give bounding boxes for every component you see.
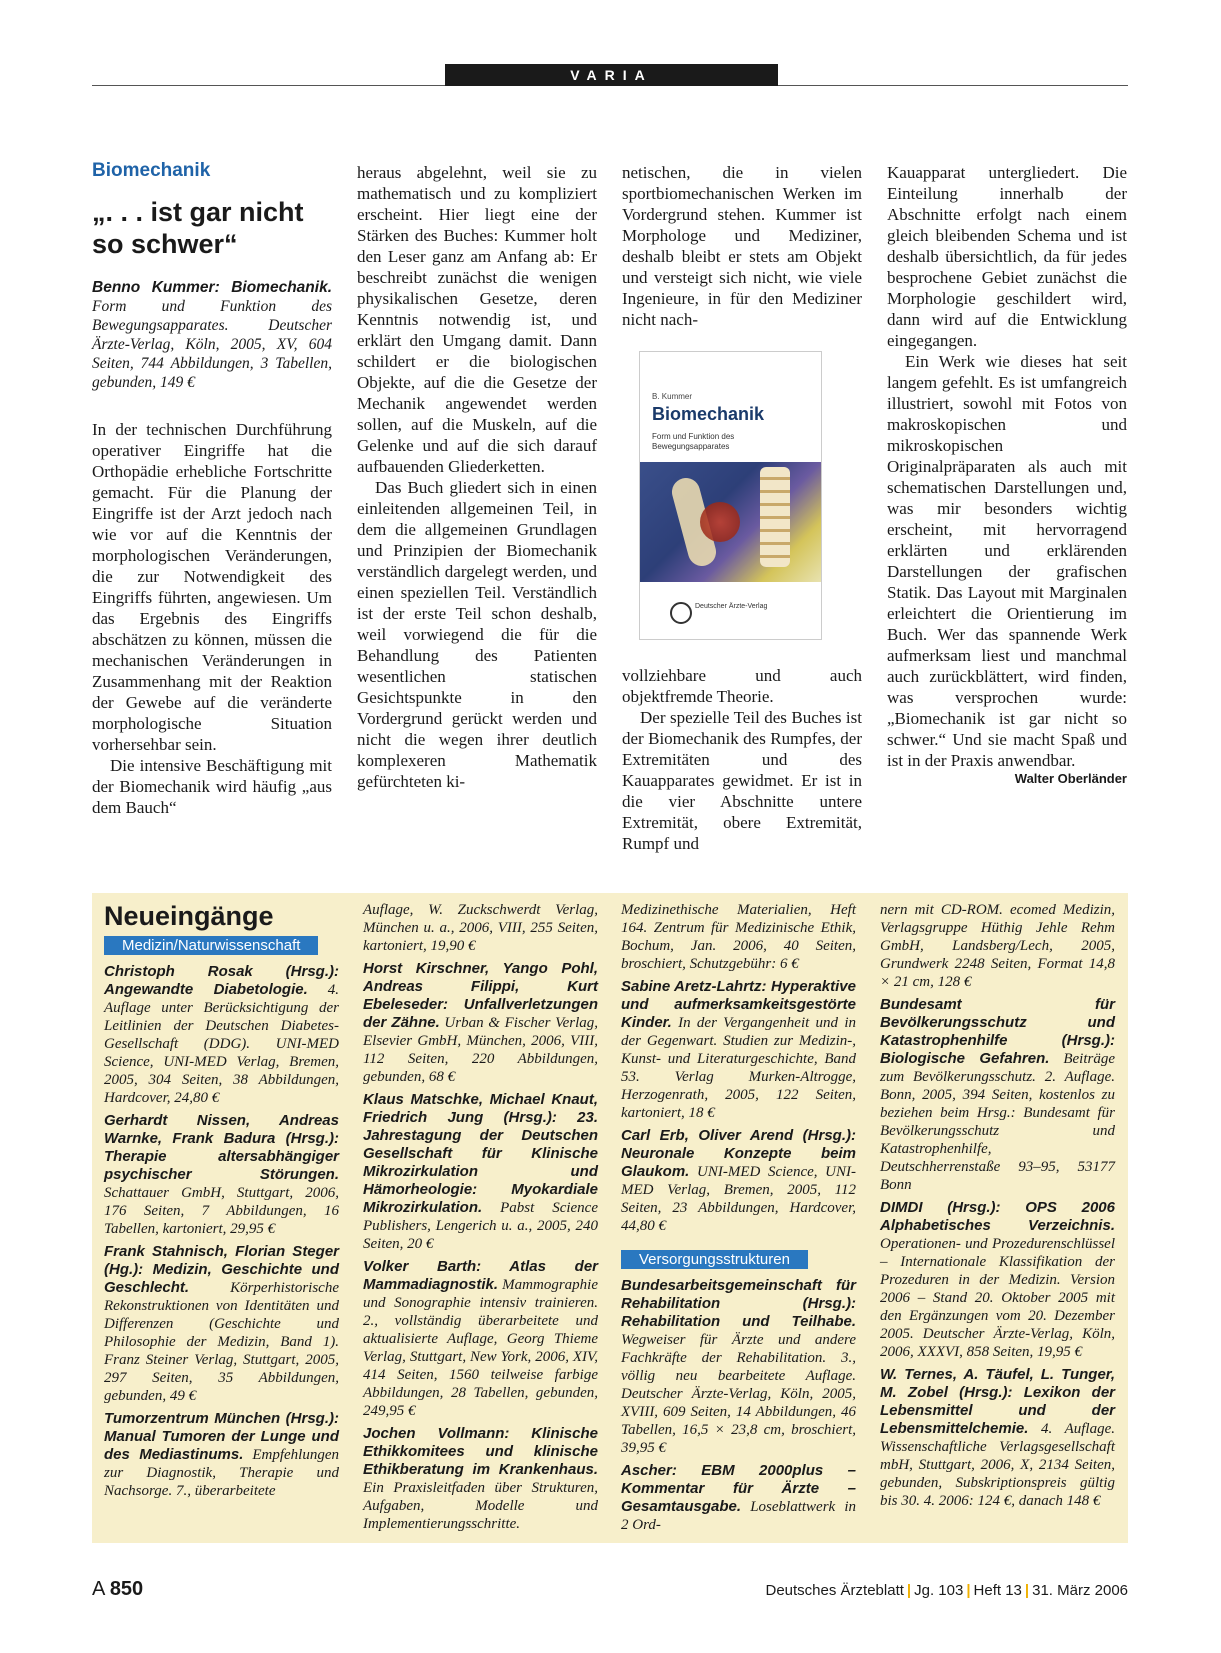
article-paragraph: vollziehbare und auch objektfremde Theorie. [622,666,862,706]
article-author-signature: Walter Oberländer [1014,771,1127,786]
list-item: Horst Kirschner, Yango Pohl, Andreas Filippi, Kurt Ebeleseder: Unfallverletzungen der Zähne. Urban & Fischer Verlag, Elsevier GmbH, München, 2006, VIII, 112 Seiten, 220 Abbildungen, gebunden, 68 € [363,960,598,1085]
list-item: Frank Stahnisch, Florian Steger (Hg.): Medizin, Geschichte und Geschlecht. Körperhistorische Rekonstruktionen von Identitäten und Differenzen (Geschichte und Philosophie der Medizin, Band 1). Franz Steiner Verlag, Stuttgart, 2005, 297 Seiten, 35 Abbildungen, gebunden, 49 € [104,1243,339,1404]
list-item-continued: nern mit CD-ROM. ecomed Medizin, Verlagsgruppe Hüthig Jehle Rehm GmbH, Landsberg/Lech, 2005, Grundwerk 2248 Seiten, Format 14,8 × 21 cm, 128 € [880,902,1115,990]
article-paragraph: Das Buch gliedert sich in einen einleitenden allgemeinen Teil, in dem die allgemeinen Grundlagen und Prinzipien der Biomechanik verständlich dargelegt werden, und einen speziellen Teil. Verständlich ist der erste Teil schon deshalb, weil vorwiegend die für die Behandlung des Patienten wesentlichen statischen Gesichtspunkte in den Vordergrund gerückt werden und nicht die wegen ihrer deutlich komplexeren Mathematik gefürchteten ki- [357,478,597,791]
article-paragraph: Kauapparat untergliedert. Die Einteilung innerhalb der Abschnitte erfolgt nach einem gleich bleibenden Schema und ist deshalb übersichtlich, da für jedes besprochene Gebiet zunächst die Morphologie geschildert wird, dann wird auf die Entwicklung eingegangen. [887,163,1127,350]
article-column-4 [887,162,1127,786]
article-column-1 [92,160,332,818]
list-item: Jochen Vollmann: Klinische Ethikkomitees und klinische Ethikberatung im Krankenhaus. Ein Praxisleitfaden über Strukturen, Aufgaben, Modelle und Implementierungsschritte. [363,1425,598,1532]
list-item-continued: Medizinethische Materialien, Heft 164. Zentrum für Medizinische Ethik, Bochum, Jan. 2006, 40 Seiten, broschiert, Schutzgebühr: 6 € [621,902,856,972]
book-author-title: Benno Kummer: Biomechanik. [92,279,332,296]
category-label: Versorgungsstrukturen [621,1250,808,1269]
joint-graphic [700,502,740,542]
section-label: VARIA [445,64,778,86]
journal-name: Deutsches Ärzteblatt [765,1582,904,1599]
list-item: DIMDI (Hrsg.): OPS 2006 Alphabetisches Verzeichnis. Operationen- und Prozedurenschlüssel – Internationale Klassifikation der Prozeduren in der Medizin. Version 2006 – Stand 20. Oktober 2005 mit den Ergänzungen vom 20. Dezember 2005. Deutscher Ärzte-Verlag, Köln, 2006, XXXVI, 858 Seiten, 19,95 € [880,1199,1115,1360]
issue-date: 31. März 2006 [1032,1582,1128,1599]
publisher-logo-icon [670,602,692,624]
book-cover-image [640,352,821,639]
article-paragraph: netischen, die in vielen sportbiomechanischen Werken im Vordergrund stehen. Kummer ist Morphologe und Mediziner, deshalb bleibt er stets am Objekt und versteigt sich nicht, wie viele Ingenieure, in für den Mediziner nicht nach- [622,163,862,329]
list-item: Gerhardt Nissen, Andreas Warnke, Frank Badura (Hrsg.): Therapie altersabhängiger psychischer Störungen. Schattauer GmbH, Stuttgart, 2006, 176 Seiten, 7 Abbildungen, 16 Tabellen, kartoniert, 29,95 € [104,1112,339,1237]
article-paragraph: heraus abgelehnt, weil sie zu mathematisch und zu kompliziert erscheint. Hier liegt eine der Stärken des Buches: Kummer holt den Leser ganz am Anfang ab: Er beschreibt zunächst die wenigen physikalischen Gesetze, deren Kenntnis notwendig ist, und erklärt den Umgang damit. Dann schildert er die biologischen Objekte, auf die die Gesetze der Mechanik angewendet werden sollen, auf die Muskeln, auf die Gelenke und auf die sich darauf aufbauenden Gliederketten. [357,163,597,476]
list-item: Sabine Aretz-Lahrtz: Hyperaktive und aufmerksamkeitsgestörte Kinder. In der Vergangenheit und in der Gegenwart. Studien zur Medizin-, Kunst- und Literaturgeschichte, Band 53. Verlag Murken-Altrogge, Herzogenrath, 2005, 122 Seiten, kartoniert, 18 € [621,978,856,1121]
article-kicker: Biomechanik [92,160,211,181]
book-citation [92,278,332,392]
article-paragraph: Die intensive Beschäftigung mit der Biomechanik wird häufig „aus dem Bauch“ [92,756,332,817]
cover-title: Biomechanik [652,404,765,424]
list-item: Tumorzentrum München (Hrsg.): Manual Tumoren der Lunge und des Mediastinums. Empfehlungen zur Diagnostik, Therapie und Nachsorge. 7., überarbeitete [104,1410,339,1499]
cover-publisher: Deutscher Ärzte-Verlag [695,603,768,610]
category-label: Medizin/Naturwissenschaft [104,936,318,955]
volume: Jg. 103 [914,1582,964,1599]
new-arrivals-column-4 [880,901,1115,1515]
list-item: Ascher: EBM 2000plus – Kommentar für Ärzte – Gesamtausgabe. Loseblattwerk in 2 Ord- [621,1462,856,1533]
page-number: A 850 [92,1578,144,1600]
journal-footer: Deutsches Ärzteblatt | Jg. 103 | Heft 13 | 31. März 2006 [765,1582,1128,1599]
article-headline: „. . . ist gar nicht so schwer“ [92,197,304,259]
article-paragraph: Ein Werk wie dieses hat seit langem gefehlt. Es ist umfangreich illustriert, sowohl mit Fotos von makroskopischen und mikroskopischen Originalpräparaten als auch mit schematischen Darstellungen und, was mir besonders wichtig erscheint, mit hervorragend erklärten und erklärenden Darstellungen der grafischen Statik. Das Layout mit Marginalen erleichtert die Orientierung im Buch. Wer das spannende Werk aufmerksam liest und manchmal auch zurückblättert, wird finden, was versprochen wurde: „Biomechanik ist gar nicht so schwer.“ Und sie macht Spaß und ist in der Praxis anwendbar. [887,352,1127,770]
new-arrivals-column-1 [104,901,339,1505]
new-arrivals-column-3 [621,901,856,1539]
list-item: Klaus Matschke, Michael Knaut, Friedrich Jung (Hrsg.): 23. Jahrestagung der Deutschen Gesellschaft für Klinische Mikrozirkulation und Hämorheologie: Myokardiale Mikrozirkulation. Pabst Science Publishers, Lengerich u. a., 2005, 240 Seiten, 20 € [363,1091,598,1252]
list-item: Carl Erb, Oliver Arend (Hrsg.): Neuronale Konzepte beim Glaukom. UNI-MED Science, UNI-MED Verlag, Bremen, 2005, 112 Seiten, 23 Abbildungen, Hardcover, 44,80 € [621,1127,856,1234]
list-item: W. Ternes, A. Täufel, L. Tunger, M. Zobel (Hrsg.): Lexikon der Lebensmittel und der Lebensmittelchemie. 4. Auflage. Wissenschaftliche Verlagsgesellschaft mbH, Stuttgart, 2006, X, 2134 Seiten, gebunden, Subskriptionspreis gültig bis 30. 4. 2006: 124 €, danach 148 € [880,1366,1115,1509]
article-paragraph: Der spezielle Teil des Buches ist der Biomechanik des Rumpfes, der Extremitäten und des Kauapparates gewidmet. Er ist in die vier Abschnitte untere Extremität, obere Extremität, Rumpf und [622,708,862,853]
spine-graphic [760,467,790,567]
list-item: Christoph Rosak (Hrsg.): Angewandte Diabetologie. 4. Auflage unter Berücksichtigung der Leitlinien der Deutschen Diabetes-Gesellschaft (DDG). UNI-MED Science, UNI-MED Verlag, Bremen, 2005, 304 Seiten, 38 Abbildungen, Hardcover, 24,80 € [104,963,340,1106]
list-item: Bundesamt für Bevölkerungsschutz und Katastrophenhilfe (Hrsg.): Biologische Gefahren. Beiträge zum Bevölkerungsschutz. 2. Auflage. Bonn, 2005, 394 Seiten, kostenlos zu beziehen beim Hrsg.: Bundesamt für Bevölkerungsschutz und Katastrophenhilfe, Deutschherrenstaße 93–95, 53177 Bonn [880,996,1116,1193]
list-item-continued: Auflage, W. Zuckschwerdt Verlag, München u. a., 2006, VIII, 255 Seiten, kartoniert, 19,90 € [363,902,598,954]
article-column-3-lower [622,665,862,854]
article-column-2 [357,162,597,792]
list-item: Volker Barth: Atlas der Mammadiagnostik. Mammographie und Sonographie intensiv trainieren. 2., vollständig überarbeitete und aktualisierte Auflage, Georg Thieme Verlag, Stuttgart, New York, 2006, XIV, 414 Seiten, 1560 teilweise farbige Abbildungen, 28 Tabellen, gebunden, 249,95 € [363,1258,598,1419]
cover-subtitle: Form und Funktion des Bewegungsapparates [652,432,735,451]
new-arrivals-box [92,893,1128,1543]
article-paragraph: In der technischen Durchführung operativer Eingriffe hat die Orthopädie erhebliche Fortschritte gemacht. Für die Planung der Eingriffe ist der Arzt jedoch nach wie vor auf die Kenntnis der morphologischen Veränderungen, die zur Notwendigkeit des Eingriffs führten, angewiesen. Um das Ergebnis des Eingriffs abschätzen zu können, müssen die mechanischen Veränderungen in Zusammenhang mit der Reaktion der Gewebe auf die veränderte morphologische Situation vorhersehbar sein. [92,420,332,754]
article-column-3 [622,162,862,330]
book-details: Form und Funktion des Bewegungsapparates. Deutscher Ärzte-Verlag, Köln, 2005, XV, 604 Seiten, 744 Abbildungen, 3 Tabellen, gebunden, 149 € [92,298,332,391]
cover-author: B. Kummer [652,392,693,401]
new-arrivals-column-2 [363,901,598,1538]
new-arrivals-title: Neueingänge [104,901,274,931]
list-item: Bundesarbeitsgemeinschaft für Rehabilitation (Hrsg.): Rehabilitation und Teilhabe. Wegweiser für Ärzte und andere Fachkräfte der Rehabilitation. 3., völlig neu bearbeitete Auflage. Deutscher Ärzte-Verlag, Köln, 2005, XVIII, 609 Seiten, 14 Abbildungen, 46 Tabellen, 16,5 × 23,8 cm, broschiert, 39,95 € [621,1277,856,1456]
issue: Heft 13 [973,1582,1022,1599]
